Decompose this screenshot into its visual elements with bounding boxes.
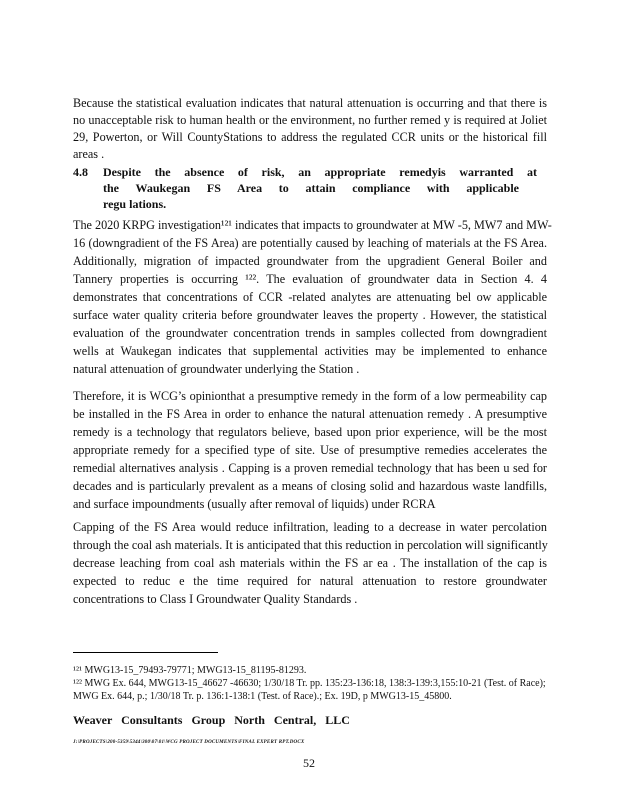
footnote-separator: [73, 652, 218, 653]
text-line: natural attenuation of groundwater underlying the Station .: [73, 362, 360, 376]
text-line: Additionally, migration of impacted groundwater from the upgradient General Boiler and: [73, 254, 547, 268]
text-line: Capping of the FS Area would reduce infiltration, leading to a decrease in water percolation: [73, 520, 547, 534]
text-line: Therefore, it is WCG’s opinionthat a presumptive remedy in the form of a low permeability cap: [73, 389, 547, 403]
footnote-122: ¹²² MWG Ex. 644, MWG13-15_46627 -46630; 1/30/18 Tr. pp. 135:23-136:18, 138:3-139:3,155:10-21 (Test. of Race);: [73, 678, 546, 689]
text-line: evaluation of the groundwater concentration trends in samples collected from downgradient: [73, 326, 547, 340]
text-line: surface water quality criteria before groundwater leaves the property . However, the statistical: [73, 308, 547, 322]
text-line: 16 (downgradient of the FS Area) are potentially caused by leaching of materials at the FS Area.: [73, 236, 547, 250]
text-line: Because the statistical evaluation indicates that natural attenuation is occurring and that there is: [73, 96, 547, 110]
text-line: and surface impoundments (usually after removal of liquids) under RCRA: [73, 497, 436, 511]
text-line: expected to reduc e the time required for natural attenuation to restore groundwater: [73, 574, 547, 588]
text-line: remedy is a technology that regulators believe, based upon prior experience, will be the most: [73, 425, 547, 439]
heading-line: regu lations.: [103, 197, 167, 211]
text-line: appropriate remedy for a specified type of site. Use of presumptive remedies accelerates the: [73, 443, 547, 457]
text-line: through the coal ash materials. It is anticipated that this reduction in percolation will significantly: [73, 538, 548, 552]
text-line: 29, Powerton, or Will CountyStations to address the regulated CCR units or the historical fill: [73, 130, 547, 144]
footnote-121: ¹²¹ MWG13-15_79493-79771; MWG13-15_81195-81293.: [73, 665, 307, 676]
text-line: no unacceptable risk to human health or the environment, no further remed y is required at Joliet: [73, 113, 547, 127]
page-number: 52: [303, 756, 315, 770]
footnote-122-cont: MWG Ex. 644, p.; 1/30/18 Tr. p. 136:1-138:1 (Test. of Race).; Ex. 19D, p MWG13-15_45800.: [73, 691, 452, 702]
text-line: decades and is particularly prevalent as a means of closing solid and hazardous waste landfills,: [73, 479, 547, 493]
section-number: 4.8: [73, 165, 88, 179]
text-line: Tannery properties is occurring ¹²². The evaluation of groundwater data in Section 4. 4: [73, 272, 547, 286]
heading-line: the Waukegan FS Area to attain compliance with applicable: [103, 181, 519, 195]
text-line: areas .: [73, 147, 105, 161]
text-line: be installed in the FS Area in order to enhance the natural attenuation remedy . A presumptive: [73, 407, 547, 421]
text-line: wells at Waukegan indicates that supplemental activities may be implemented to enhance: [73, 344, 547, 358]
footer-company: Weaver Consultants Group North Central, LLC: [73, 713, 350, 727]
text-line: remedial alternatives analysis . Capping is a proven remedial technology that has been u sed for: [73, 461, 547, 475]
text-line: The 2020 KRPG investigation¹²¹ indicates that impacts to groundwater at MW -5, MW7 and MW-: [73, 218, 552, 232]
text-line: concentrations to Class I Groundwater Quality Standards .: [73, 592, 358, 606]
text-line: decrease leaching from coal ash materials within the FS ar ea . The installation of the cap is: [73, 556, 547, 570]
text-line: demonstrates that concentrations of CCR -related analytes are attenuating bel ow applicable: [73, 290, 547, 304]
footer-file-path: J:\PROJECTS\200-5359\5344\300\07\01\WCG PROJECT DOCUMENTS\FINAL EXPERT RPT.DOCX: [73, 740, 305, 745]
heading-line: Despite the absence of risk, an appropriate remedyis warranted at: [103, 165, 537, 179]
